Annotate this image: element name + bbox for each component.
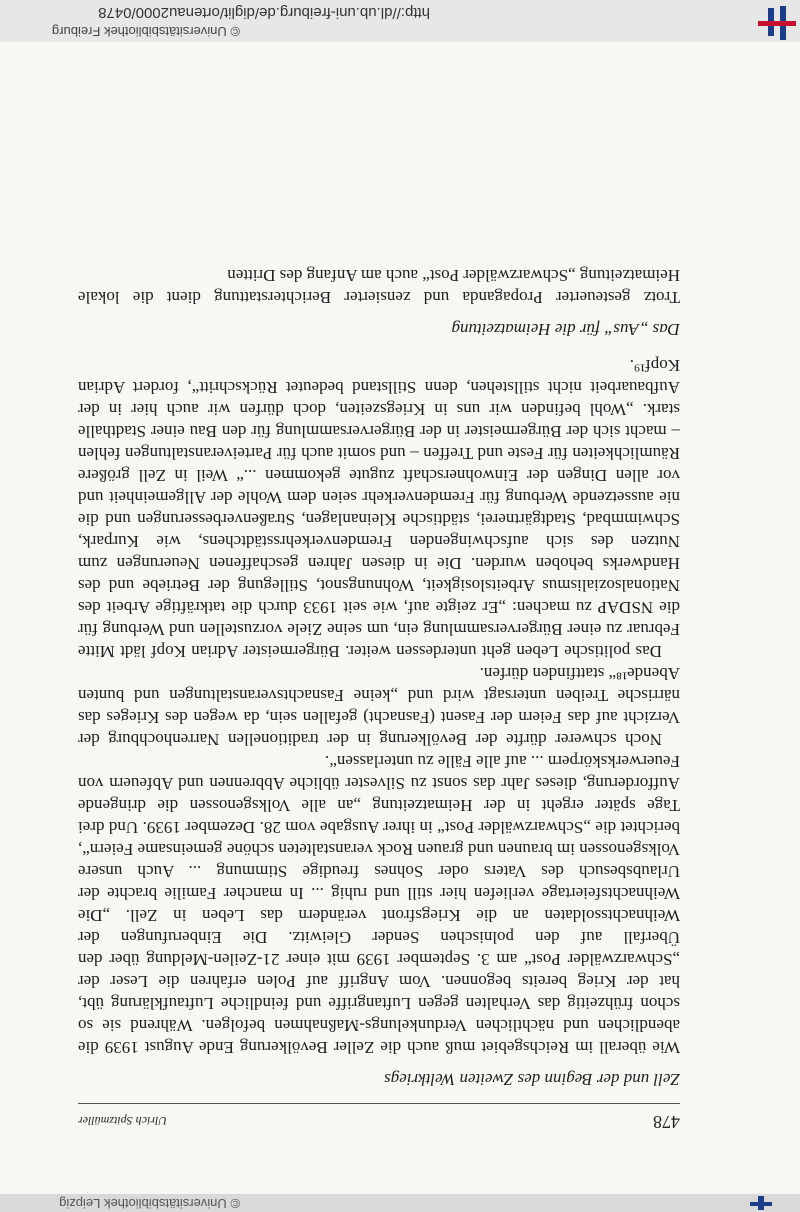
section-heading: Das „Aus“ für die Heimatzeitung	[451, 320, 680, 339]
section-heading: Zell und der Beginn des Zweiten Weltkriegs	[384, 1070, 680, 1089]
top-library-band	[0, 1194, 800, 1212]
header-rule	[78, 1103, 680, 1104]
running-head-author: Ulrich Spitzmüller	[78, 1114, 167, 1128]
library-logo-icon	[750, 1196, 772, 1210]
bottom-library-band	[0, 0, 800, 42]
paragraph: Wie überall im Reichsgebiet muß auch die Zeller Bevölkerung Ende August 1939 die abendlichen und nächtlichen Verdunkelungs-Maßnahmen befolgen. Während sie so schon frühzeitig das Verhalten gegen Luftangriffe und feindliche Luftaufklärung übt, hat der Krieg bereits begonnen. Vom Angriff auf Polen erfahren die Leser der „Schwarzwälder Post“ am 3. September 1939 mit einer 21-Zeilen-Meldung über den Überfall auf den polnischen Sender Gleiwitz. Die Einberufungen der Weihnachtssoldaten an die Kriegsfront verändern das Leben in Zell. „Die Weihnachtsfeiertage verliefen hier still und ruhig ... In mancher Familie brachte der Urlaubsbesuch des Vaters oder Sohnes freudige Stimmung ... Auch unsere Volksgenossen im braunen und grauen Rock veranstalteten schöne gemeinsame Feiern“, berichtet die „Schwarzwälder Post“ in ihrer Ausgabe vom 28. Dezember 1939. Und drei Tage später ergeht in der Heimatzeitung „an alle Volksgenossen die dringende Aufforderung, dieses Jahr das sonst zu Silvester übliche Abbrennen und Abfeuern von Feuerwerkskörpern ... auf alle Fälle zu unterlassen“.	[78, 752, 680, 1057]
page-number: 478	[653, 1112, 680, 1132]
library-credit: © Universitätsbibliothek Leipzig	[59, 1196, 240, 1211]
paragraph: Noch schwerer dürfte der Bevölkerung in der traditionellen Narrenhochburg der Verzicht auf das Feiern der Fasent (Fasnacht) gefallen sein, da wegen des Krieges das närrische Treiben untersagt wird und „keine Fasnachtsveranstaltungen und bunten Abende¹⁸“ stattfinden dürfen.	[78, 664, 680, 749]
library-logo-icon	[756, 6, 796, 40]
source-url-link[interactable]: http://dl.ub.uni-freiburg.de/diglit/ortenau2000/0478	[98, 4, 430, 21]
paragraph: Trotz gesteuerter Propaganda und zensierter Berichterstattung dient die lokale Heimatzeitung „Schwarzwälder Post“ auch am Anfang des Dritten	[78, 266, 680, 307]
paragraph: Das politische Leben geht unterdessen weiter. Bürgermeister Adrian Kopf lädt Mitte Februar zu einer Bürgerversammlung ein, um seine Ziele vorzustellen und Werbung für die NSDAP zu machen: „Er zeigte auf, wie seit 1933 durch die tatkräftige Arbeit des Nationalsozialismus Arbeitslosigkeit, Wohnungsnot, Stillegung der Betriebe und des Handwerks behoben wurden. Die in diesen Jahren geschaffenen Neuerungen zum Nutzen des sich aufschwingenden Fremdenverkehrsstädtchens, wie Kurpark, Schwimmbad, Stadtgärtnerei, städtische Kleinanlagen, Straßenverbesserungen und die nie aussetzende Werbung für Fremdenverkehr seien dem Wohle der Allgemeinheit und vor allen Dingen der Einwohnerschaft zugute gekommen ...“ Weil in Zell größere Räumlichkeiten für Feste und Treffen – und somit auch für Parteiveranstaltungen fehlen – macht sich der Bürgermeister in der Bürgerversammlung für den Bau einer Stadthalle stark. „Wohl befinden wir uns in Kriegszeiten, doch dürfen wir auch hier in der Aufbauarbeit nicht stillstehen, denn Stillstand bedeutet Rückschritt“, fordert Adrian Kopf¹⁹.	[78, 356, 680, 661]
page-body	[78, 264, 680, 1090]
library-copyright: © Universitätsbibliothek Freiburg	[51, 24, 240, 39]
